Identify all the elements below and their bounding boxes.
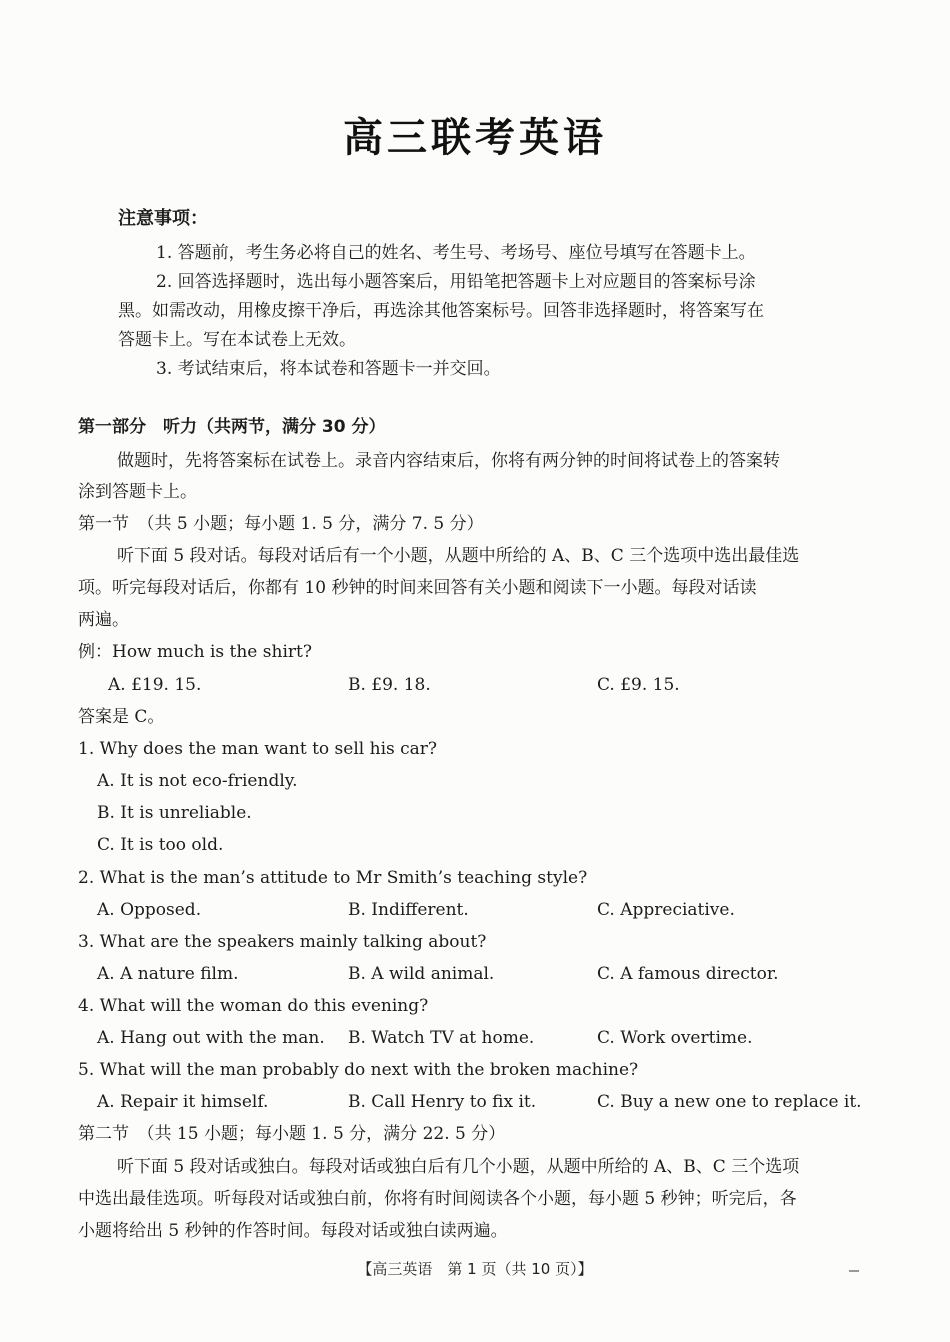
example-option-b: B. £9. 18. [348, 675, 431, 695]
question-4-option-c: C. Work overtime. [597, 1028, 753, 1048]
section-one-instruction: 两遍。 [78, 610, 129, 630]
question-5-option-a: A. Repair it himself. [97, 1092, 269, 1112]
section-two-instruction: 小题将给出 5 秒钟的作答时间。每段对话或独白读两遍。 [78, 1221, 508, 1241]
question-2: 2. What is the man’s attitude to Mr Smith’s teaching style? [78, 868, 588, 888]
question-3-option-c: C. A famous director. [597, 964, 779, 984]
part-one-instruction: 涂到答题卡上。 [78, 482, 197, 502]
question-5-option-c: C. Buy a new one to replace it. [597, 1092, 862, 1112]
question-3-option-a: A. A nature film. [97, 964, 239, 984]
section-one-instruction: 听下面 5 段对话。每段对话后有一个小题，从题中所给的 A、B、C 三个选项中选出最佳选 [117, 546, 800, 566]
notice-item-2-cont: 答题卡上。写在本试卷上无效。 [118, 330, 356, 350]
example-question: 例：How much is the shirt? [78, 642, 312, 662]
section-two-heading: 第二节 （共 15 小题；每小题 1. 5 分，满分 22. 5 分） [78, 1124, 506, 1144]
question-1-option-b: B. It is unreliable. [97, 803, 252, 823]
section-two-instruction: 中选出最佳选项。听每段对话或独白前，你将有时间阅读各个小题，每小题 5 秒钟；听完后，各 [78, 1189, 797, 1209]
question-1: 1. Why does the man want to sell his car? [78, 739, 438, 759]
part-one-instruction: 做题时，先将答案标在试卷上。录音内容结束后，你将有两分钟的时间将试卷上的答案转 [117, 451, 780, 471]
notice-item-2-cont: 黑。如需改动，用橡皮擦干净后，再选涂其他答案标号。回答非选择题时，将答案写在 [118, 301, 764, 321]
question-5-option-b: B. Call Henry to fix it. [348, 1092, 537, 1112]
question-1-option-a: A. It is not eco-friendly. [97, 771, 298, 791]
question-2-option-a: A. Opposed. [97, 900, 202, 920]
question-1-option-c: C. It is too old. [97, 835, 224, 855]
page-footer: 【高三英语 第 1 页（共 10 页）】 [357, 1260, 593, 1278]
notice-item-3: 3. 考试结束后，将本试卷和答题卡一并交回。 [156, 359, 501, 379]
page-title: 高三联考英语 [343, 115, 607, 161]
example-answer: 答案是 C。 [78, 707, 165, 727]
question-5: 5. What will the man probably do next with the broken machine? [78, 1060, 639, 1080]
question-4-option-a: A. Hang out with the man. [97, 1028, 325, 1048]
section-one-heading: 第一节 （共 5 小题；每小题 1. 5 分，满分 7. 5 分） [78, 514, 484, 534]
example-option-a: A. £19. 15. [108, 675, 202, 695]
question-2-option-c: C. Appreciative. [597, 900, 735, 920]
question-4: 4. What will the woman do this evening? [78, 996, 429, 1016]
notice-item-1: 1. 答题前，考生务必将自己的姓名、考生号、考场号、座位号填写在答题卡上。 [156, 243, 756, 263]
section-two-instruction: 听下面 5 段对话或独白。每段对话或独白后有几个小题，从题中所给的 A、B、C 三个选项 [117, 1157, 800, 1177]
section-one-instruction: 项。听完每段对话后，你都有 10 秒钟的时间来回答有关小题和阅读下一小题。每段对话读 [78, 578, 757, 598]
question-3: 3. What are the speakers mainly talking about? [78, 932, 487, 952]
notice-item-2: 2. 回答选择题时，选出每小题答案后，用铅笔把答题卡上对应题目的答案标号涂 [156, 272, 756, 292]
scan-artifact [849, 1270, 859, 1272]
question-4-option-b: B. Watch TV at home. [348, 1028, 535, 1048]
question-2-option-b: B. Indifferent. [348, 900, 469, 920]
notice-heading: 注意事项： [118, 208, 208, 229]
part-one-heading: 第一部分 听力（共两节，满分 30 分） [78, 417, 386, 437]
question-3-option-b: B. A wild animal. [348, 964, 495, 984]
example-option-c: C. £9. 15. [597, 675, 680, 695]
